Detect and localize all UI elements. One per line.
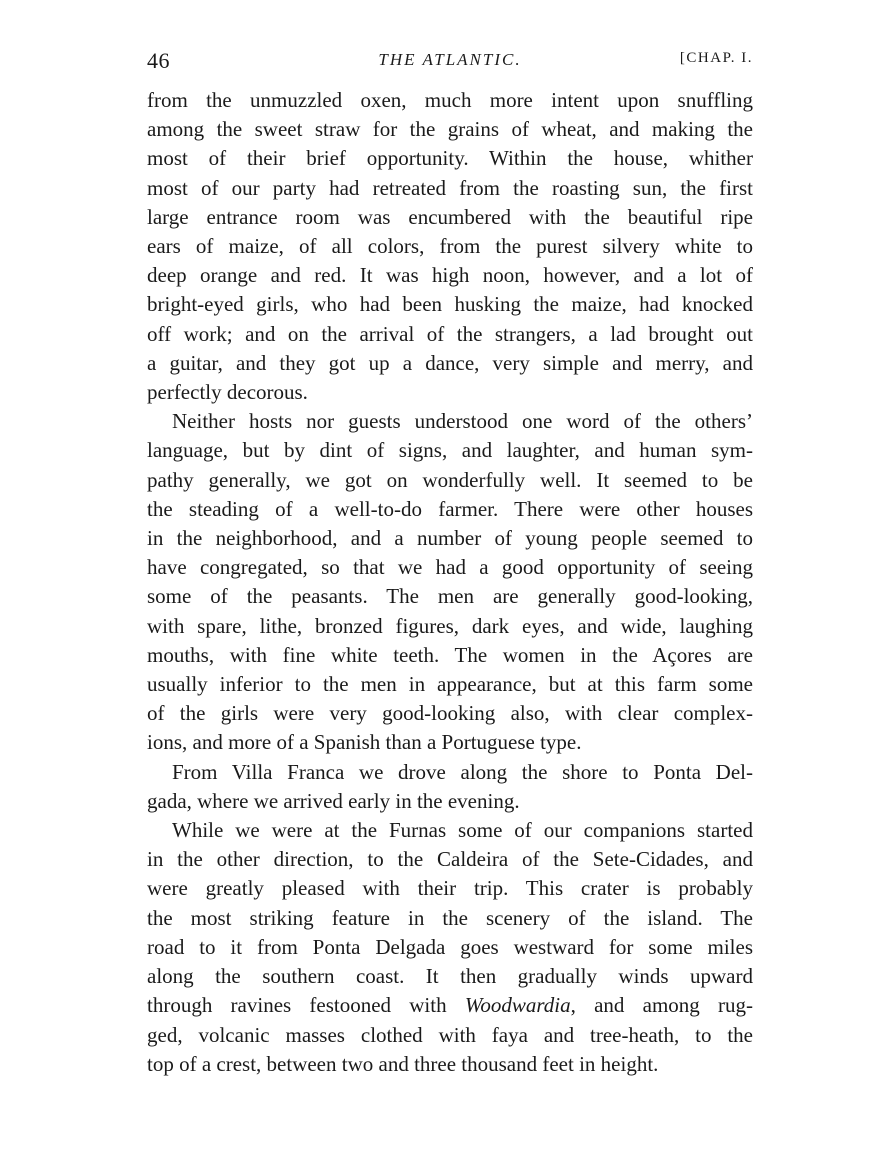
text-line: in the neighborhood, and a number of young people seemed to — [147, 526, 753, 551]
text-line-with-italic — [147, 991, 753, 1020]
italic-term: Woodwardia — [464, 993, 571, 1018]
body-text — [147, 86, 753, 1079]
paragraph-3 — [147, 758, 753, 816]
paragraph-2 — [147, 407, 753, 757]
running-head — [147, 44, 753, 78]
text-line: Neither hosts nor guests understood one word of the others’ — [172, 409, 753, 434]
book-page — [147, 44, 753, 1079]
text-line: top of a crest, between two and three thousand feet in height. — [147, 1051, 659, 1076]
text-line: from the unmuzzled oxen, much more intent upon snuffling — [147, 88, 753, 112]
text-line: ged, volcanic masses clothed with faya and tree-heath, to the — [147, 1022, 753, 1047]
text-line: some of the peasants. The men are generally good-looking, — [147, 584, 753, 609]
text-line: have congregated, so that we had a good opportunity of seeing — [147, 555, 753, 580]
text-line: deep orange and red. It was high noon, however, and a lot of — [147, 263, 753, 288]
running-title: THE ATLANTIC. — [378, 50, 522, 69]
text-line: ears of maize, of all colors, from the purest silvery white to — [147, 234, 753, 259]
text-line: in the other direction, to the Caldeira of the Sete-Cidades, and — [147, 847, 753, 872]
text-line: perfectly decorous. — [147, 380, 308, 405]
text-line: most of our party had retreated from the roasting sun, the first — [147, 175, 753, 200]
text-line: a guitar, and they got up a dance, very simple and merry, and — [147, 350, 753, 375]
text-segment: through ravines festooned with — [147, 993, 465, 1018]
chapter-mark: [CHAP. I. — [679, 50, 753, 66]
page-number: 46 — [147, 48, 170, 73]
text-line: along the southern coast. It then gradually winds upward — [147, 964, 753, 989]
text-line: pathy generally, we got on wonderfully well. It seemed to be — [147, 467, 753, 492]
text-line: bright-eyed girls, who had been husking the maize, had knocked — [147, 292, 753, 317]
paragraph-4 — [147, 816, 753, 1079]
text-line: gada, where we arrived early in the evening. — [147, 788, 520, 813]
text-line: While we were at the Furnas some of our companions started — [172, 818, 753, 843]
text-line: with spare, lithe, bronzed figures, dark eyes, and wide, laughing — [147, 613, 753, 638]
text-line: From Villa Franca we drove along the shore to Ponta Del- — [172, 759, 753, 784]
text-line: of the girls were very good-looking also, with clear complex- — [147, 701, 753, 726]
text-segment: , and among rug- — [570, 993, 753, 1018]
text-line: the steading of a well-to-do farmer. There were other houses — [147, 496, 753, 521]
text-line: usually inferior to the men in appearance, but at this farm some — [147, 672, 753, 697]
text-line: most of their brief opportunity. Within the house, whither — [147, 146, 753, 171]
text-line: language, but by dint of signs, and laughter, and human sym- — [147, 438, 753, 463]
text-line: road to it from Ponta Delgada goes westward for some miles — [147, 934, 753, 959]
text-line: among the sweet straw for the grains of wheat, and making the — [147, 117, 753, 142]
text-line: off work; and on the arrival of the strangers, a lad brought out — [147, 321, 753, 346]
text-line: were greatly pleased with their trip. This crater is probably — [147, 876, 753, 901]
paragraph-1 — [147, 86, 753, 407]
text-line: large entrance room was encumbered with the beautiful ripe — [147, 204, 753, 229]
text-line: ions, and more of a Spanish than a Portuguese type. — [147, 730, 582, 755]
text-line: mouths, with fine white teeth. The women in the Açores are — [147, 642, 753, 667]
text-line: the most striking feature in the scenery of the island. The — [147, 905, 753, 930]
